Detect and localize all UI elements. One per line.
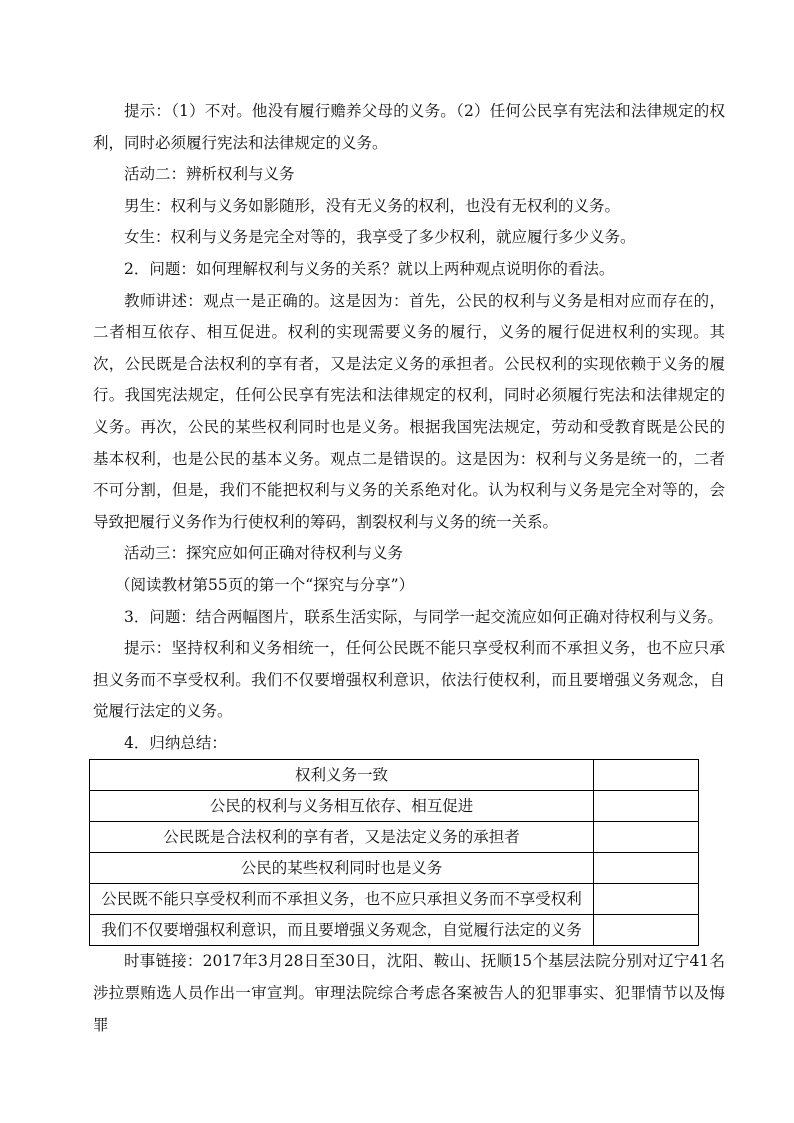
blank-cell (594, 760, 699, 791)
activity-2-heading: 活动二：辨析权利与义务 (124, 165, 295, 184)
boy-statement: 男生：权利与义务如影随形，没有无义务的权利，也没有无权利的义务。 (124, 196, 621, 215)
blank-cell (594, 884, 699, 915)
blank-cell (594, 822, 699, 853)
current-events-paragraph: 时事链接：2017年3月28日至30日，沈阳、鞍山、抚顺15个基层法院分别对辽宁41名涉拉票贿选人员作出一审宣判。审理法院综合考虑各案被告人的犯罪事实、犯罪情节以及悔罪 (93, 952, 725, 1034)
table-row (90, 791, 699, 822)
table-cell: 公民既是合法权利的享有者，又是法定义务的承担者 (90, 822, 594, 853)
table-row (90, 915, 699, 946)
document-body (93, 96, 725, 1041)
blank-cell (594, 791, 699, 822)
summary-table (89, 759, 699, 946)
question-3: 3．问题：结合两幅图片，联系生活实际，与同学一起交流应如何正确对待权利与义务。 (124, 607, 723, 626)
table-cell: 公民的权利与义务相互依存、相互促进 (90, 791, 594, 822)
blank-cell (594, 915, 699, 946)
blank-cell (594, 853, 699, 884)
table-row (90, 822, 699, 853)
table-row (90, 760, 699, 791)
table-cell: 我们不仅要增强权利意识，而且要增强义务观念，自觉履行法定的义务 (90, 915, 594, 946)
table-row (90, 884, 699, 915)
table-cell: 公民既不能只享受权利而不承担义务，也不应只承担义务而不享受权利 (90, 884, 594, 915)
girl-statement: 女生：权利与义务是完全对等的，我享受了多少权利，就应履行多少义务。 (124, 228, 636, 247)
teacher-explanation: 教师讲述：观点一是正确的。这是因为：首先，公民的权利与义务是相对应而存在的，二者相互依存、相互促进。权利的实现需要义务的履行，义务的履行促进权利的实现。其次，公民既是合法权利的享有者，又是法定义务的承担者。公民权利的实现依赖于义务的履行。我国宪法规定，任何公民享有宪法和法律规定的权利，同时必须履行宪法和法律规定的义务。再次，公民的某些权利同时也是义务。根据我国宪法规定，劳动和受教育既是公民的基本权利，也是公民的基本义务。观点二是错误的。这是因为：权利与义务是统一的，二者不可分割，但是，我们不能把权利与义务的关系绝对化。认为权利与义务是完全对等的，会导致把履行义务作为行使权利的筹码，割裂权利与义务的统一关系。 (93, 291, 725, 531)
hint-paragraph-3: 提示：坚持权利和义务相统一，任何公民既不能只享受权利而不承担义务，也不应只承担义务而不享受权利。我们不仅要增强权利意识，依法行使权利，而且要增强义务观念，自觉履行法定的义务。 (93, 639, 725, 721)
reading-note: （阅读教材第55页的第一个“探究与分享”） (115, 575, 415, 594)
question-2: 2．问题：如何理解权利与义务的关系？就以上两种观点说明你的看法。 (124, 259, 615, 278)
hint-paragraph-1: 提示：（1）不对。他没有履行赡养父母的义务。（2）任何公民享有宪法和法律规定的权利，同时必须履行宪法和法律规定的义务。 (93, 102, 725, 152)
table-row (90, 853, 699, 884)
activity-3-heading: 活动三：探究应如何正确对待权利与义务 (124, 544, 404, 563)
summary-heading: 4．归纳总结： (124, 733, 227, 752)
table-cell: 公民的某些权利同时也是义务 (90, 853, 594, 884)
table-cell: 权利义务一致 (90, 760, 594, 791)
